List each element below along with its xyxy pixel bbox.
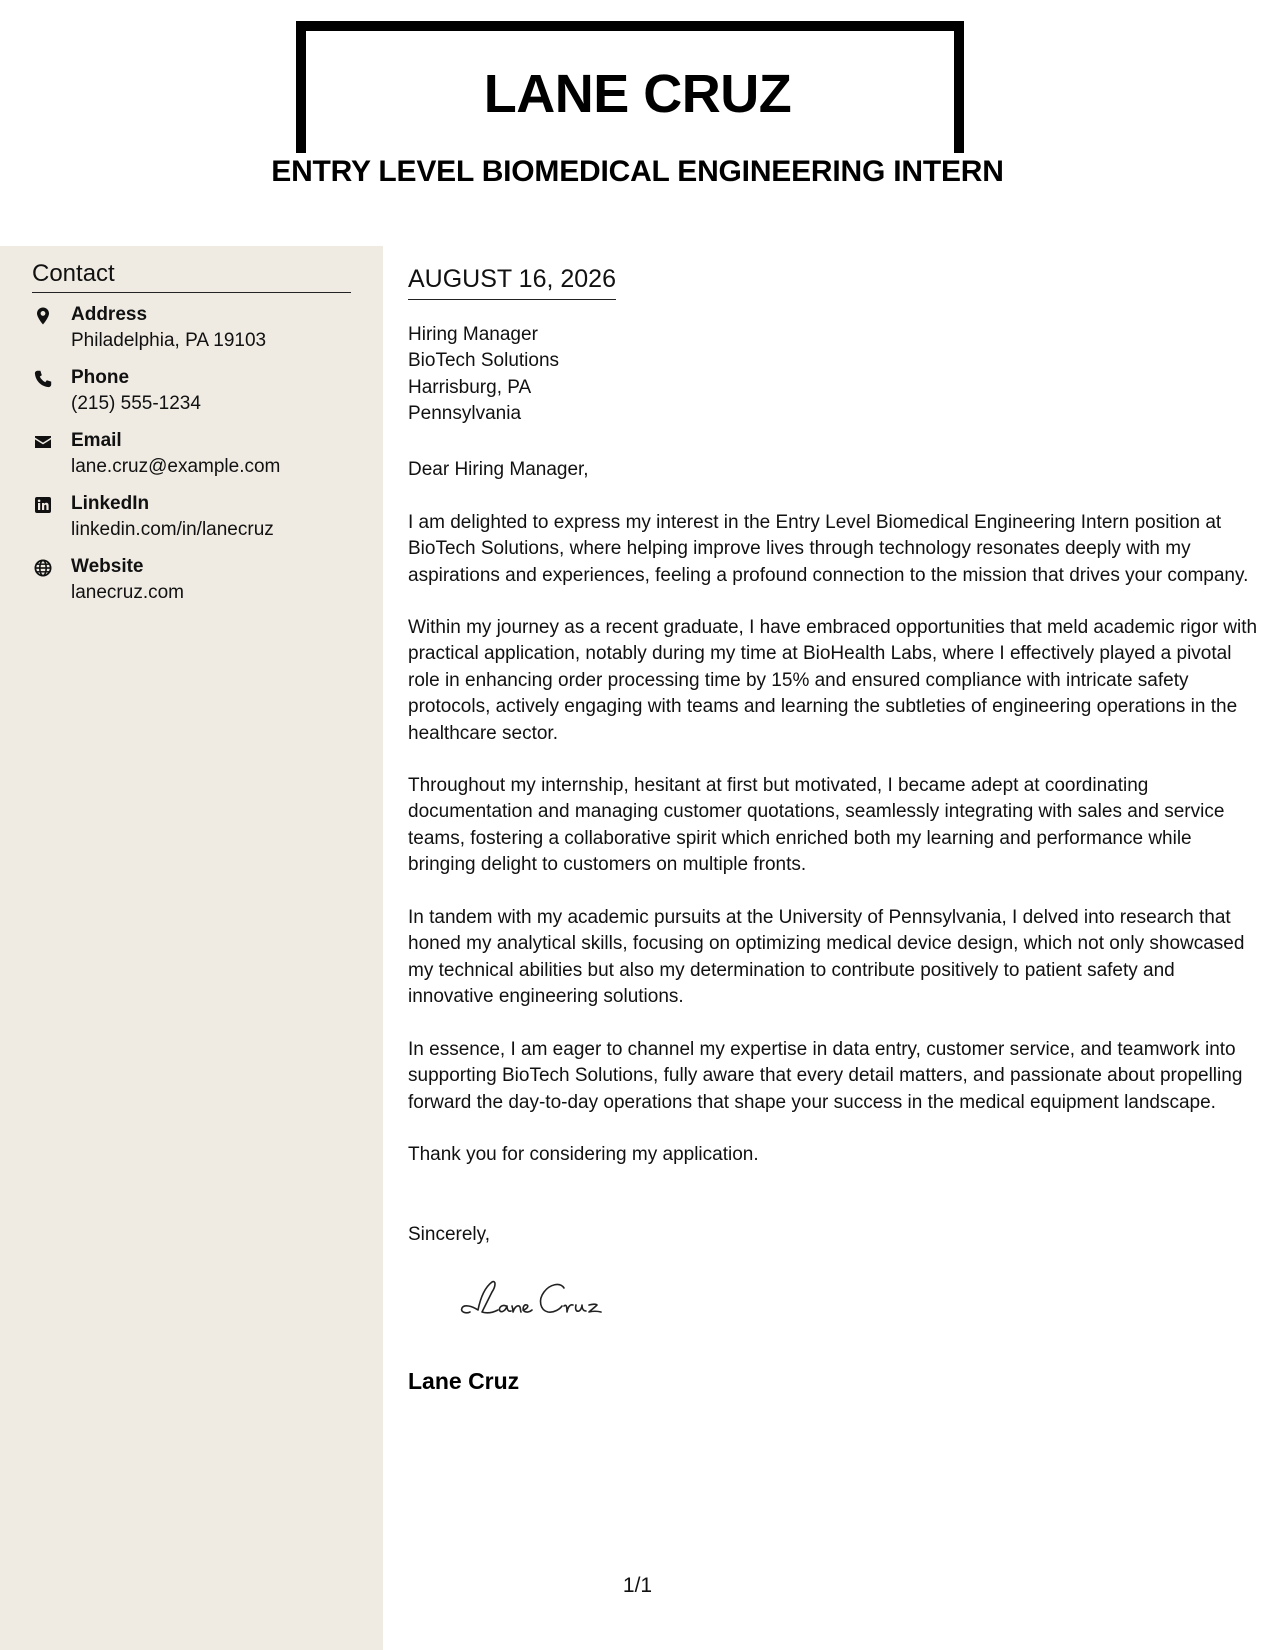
page-number: 1/1	[622, 1574, 653, 1597]
contact-value: (215) 555-1234	[71, 393, 201, 414]
signoff-name: Lane Cruz	[408, 1368, 520, 1394]
contact-label: Address	[71, 304, 148, 325]
contact-value: linkedin.com/in/lanecruz	[71, 519, 274, 540]
job-title: ENTRY LEVEL BIOMEDICAL ENGINEERING INTERN	[271, 155, 1004, 188]
contact-label: LinkedIn	[71, 493, 150, 514]
recipient-line: Harrisburg, PA	[408, 376, 532, 398]
closing: Sincerely,	[408, 1224, 491, 1245]
recipient-block	[408, 322, 1108, 427]
envelope-icon	[34, 433, 52, 451]
contact-sidebar	[0, 246, 383, 1650]
letter-date: AUGUST 16, 2026	[408, 263, 616, 300]
paragraph: I am delighted to express my interest in the Entry Level Biomedical Engineering Intern position at BioTech Solutions, where helping improve lives through technology resonates deeply with my aspirations and experiences, feeling a profound connection to the mission that drives your company.	[408, 512, 1249, 586]
paragraph: Throughout my internship, hesitant at first but motivated, I became adept at coordinating documentation and managing customer quotations, seamlessly integrating with sales and service teams, fostering a collaborative spirit which enriched both my learning and performance while bringing delight to customers on multiple fronts.	[408, 775, 1225, 876]
map-pin-icon	[34, 307, 52, 325]
contact-value: lanecruz.com	[71, 582, 184, 603]
paragraph: Thank you for considering my application.	[408, 1144, 759, 1165]
paragraph: In essence, I am eager to channel my expertise in data entry, customer service, and teamwork into supporting BioTech Solutions, fully aware that every detail matters, and passionate about propelling forward the day-to-day operations that shape your success in the medical equipment landscape.	[408, 1039, 1243, 1113]
linkedin-icon	[34, 496, 52, 514]
recipient-line: Hiring Manager	[408, 324, 538, 345]
contact-label: Email	[71, 430, 122, 451]
globe-icon	[34, 559, 52, 577]
phone-icon	[34, 370, 52, 388]
applicant-name: LANE CRUZ	[483, 64, 792, 124]
contact-value: Philadelphia, PA 19103	[71, 330, 267, 351]
paragraph: In tandem with my academic pursuits at the University of Pennsylvania, I delved into research that honed my analytical skills, focusing on optimizing medical device design, which not only showcased my technical abilities but also my determination to contribute positively to patient safety and innovative engineering solutions.	[408, 907, 1245, 1008]
contact-value: lane.cruz@example.com	[71, 456, 281, 477]
recipient-line: BioTech Solutions	[408, 350, 560, 372]
recipient-line: Pennsylvania	[408, 402, 522, 424]
salutation: Dear Hiring Manager,	[408, 459, 589, 480]
signature-image	[456, 1276, 626, 1326]
contact-label: Website	[71, 556, 144, 577]
paragraph: Within my journey as a recent graduate, I have embraced opportunities that meld academic rigor with practical application, notably during my time at BioHealth Labs, where I effectively played a pivotal role in enhancing order processing time by 15% and ensured compliance with intricate safety protocols, actively engaging with teams and learning the subtleties of engineering operations in the healthcare sector.	[408, 617, 1258, 744]
contact-label: Phone	[71, 367, 130, 388]
contact-heading: Contact	[32, 258, 351, 293]
